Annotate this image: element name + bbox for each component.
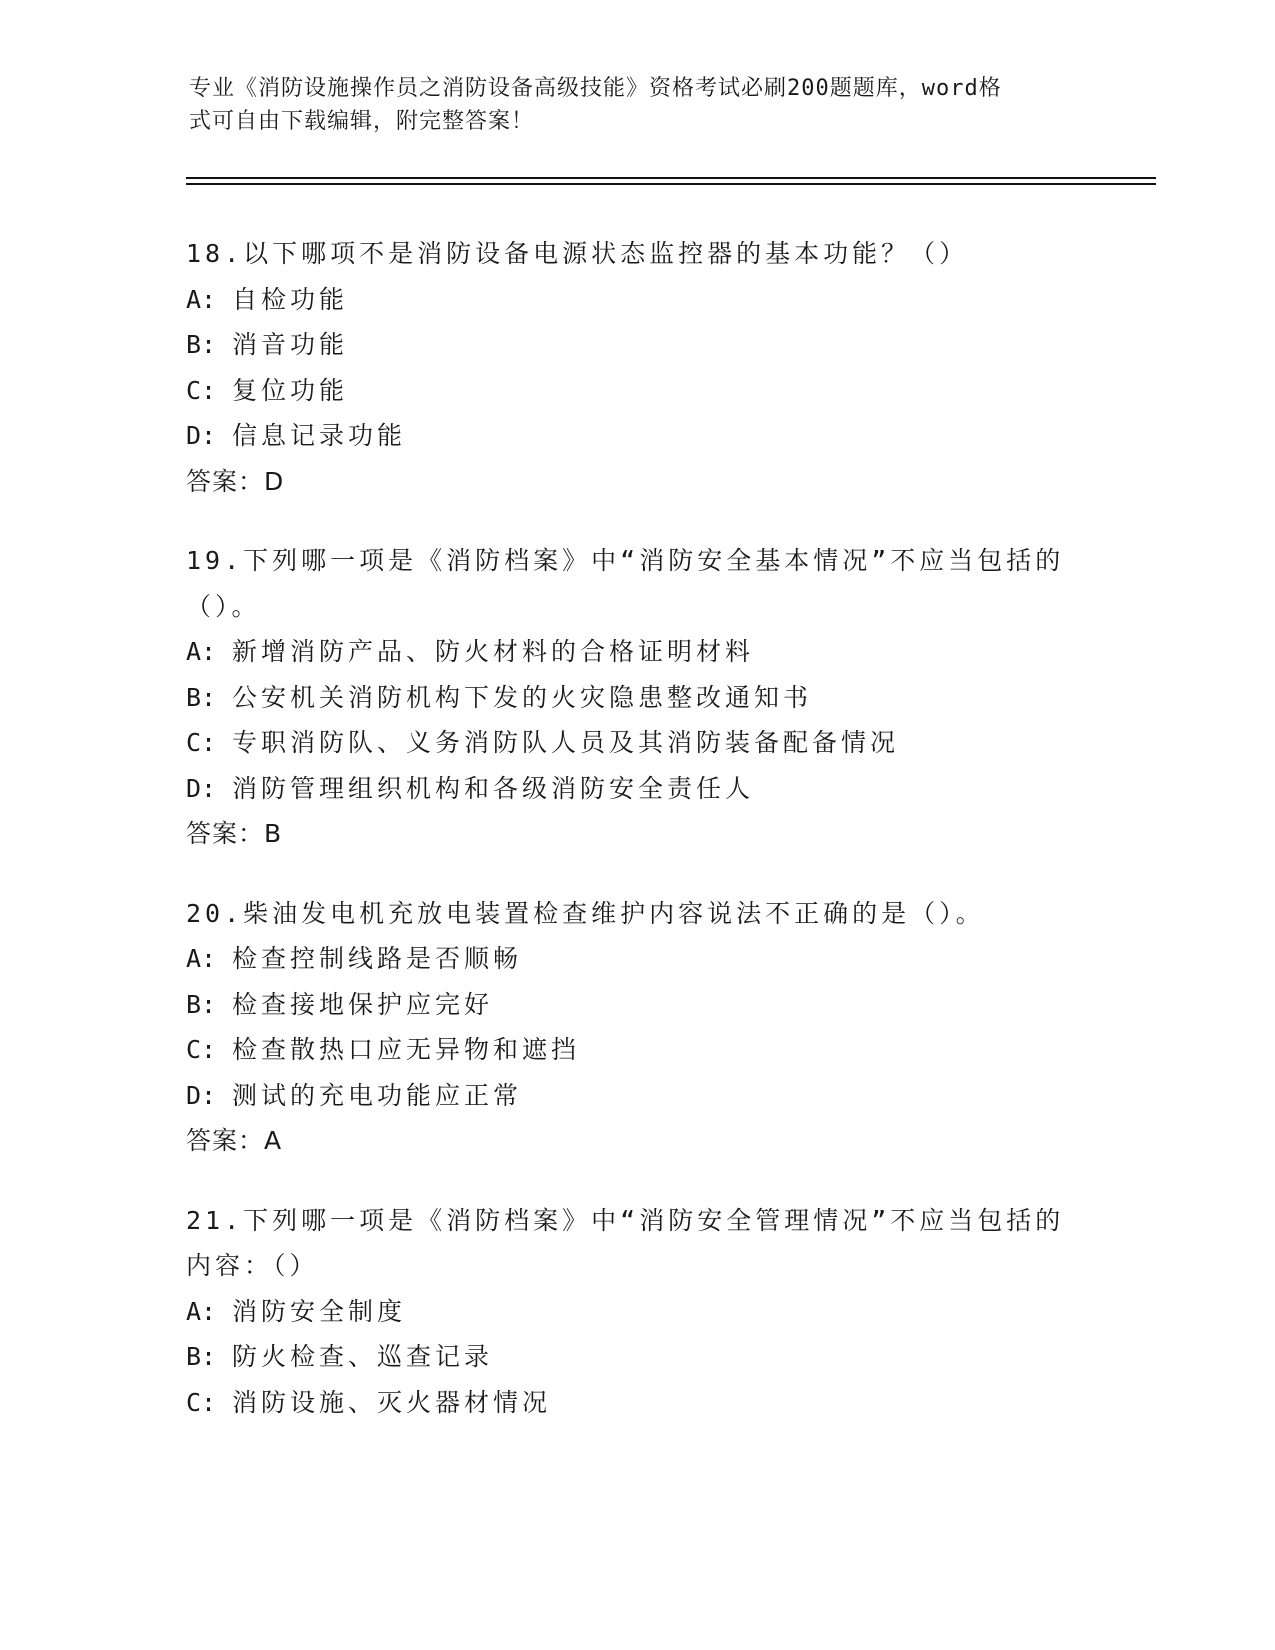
answer-option [186, 1073, 1086, 1119]
answer-option [186, 982, 1086, 1028]
answer-option [186, 936, 1086, 982]
answer-option [186, 322, 1086, 368]
option-key: D: [186, 1080, 217, 1110]
answer-option [186, 629, 1086, 675]
question-stem: 21.下列哪一项是《消防档案》中“消防安全管理情况”不应当包括的 [186, 1205, 1065, 1235]
option-text: 专职消防队、义务消防队人员及其消防装备配备情况 [232, 728, 900, 757]
question-stem: 20.柴油发电机充放电装置检查维护内容说法不正确的是（）。 [186, 898, 985, 928]
answer-option [186, 766, 1086, 812]
answer-key: 答案：A [186, 1126, 283, 1155]
header-divider-bottom [186, 183, 1156, 185]
question-block [186, 538, 1086, 857]
option-key: C: [186, 375, 217, 405]
option-text: 自检功能 [232, 284, 349, 314]
answer-option [186, 1334, 1086, 1380]
option-text: 检查接地保护应完好 [232, 989, 494, 1019]
question-block [186, 231, 1086, 504]
question-list [186, 231, 1086, 1459]
option-text: 信息记录功能 [232, 421, 407, 450]
option-key: D: [186, 773, 217, 803]
header-divider-top [186, 177, 1156, 179]
option-key: A: [186, 944, 217, 973]
answer-key: 答案：D [186, 466, 285, 496]
option-text: 检查控制线路是否顺畅 [232, 944, 523, 973]
answer-option [186, 1289, 1086, 1335]
option-key: B: [186, 989, 217, 1019]
document-header [189, 72, 1069, 138]
answer-option [186, 1027, 1086, 1073]
option-text: 新增消防产品、防火材料的合格证明材料 [232, 637, 755, 666]
option-text: 测试的充电功能应正常 [232, 1080, 523, 1110]
header-line-1: 专业《消防设施操作员之消防设备高级技能》资格考试必刷200题题库，word格 [189, 76, 1002, 101]
answer-option [186, 675, 1086, 721]
answer-option [186, 720, 1086, 766]
option-key: D: [186, 421, 217, 450]
answer-key: 答案：B [186, 819, 283, 848]
question-stem-continued: （）。 [186, 591, 261, 621]
question-block [186, 891, 1086, 1164]
option-text: 复位功能 [232, 375, 349, 405]
question-stem: 19.下列哪一项是《消防档案》中“消防安全基本情况”不应当包括的 [186, 546, 1065, 575]
option-key: B: [186, 1342, 217, 1371]
option-text: 防火检查、巡查记录 [232, 1342, 494, 1371]
option-key: A: [186, 1296, 217, 1326]
option-key: C: [186, 1035, 217, 1064]
option-key: A: [186, 637, 217, 666]
answer-option [186, 277, 1086, 323]
option-key: B: [186, 682, 217, 712]
option-key: B: [186, 330, 217, 359]
question-block [186, 1198, 1086, 1426]
option-text: 消防安全制度 [232, 1296, 407, 1326]
option-key: C: [186, 728, 217, 757]
option-text: 公安机关消防机构下发的火灾隐患整改通知书 [232, 682, 813, 712]
option-text: 消防设施、灭火器材情况 [232, 1387, 552, 1417]
option-key: A: [186, 284, 217, 314]
option-text: 消音功能 [232, 330, 349, 359]
option-text: 消防管理组织机构和各级消防安全责任人 [232, 773, 755, 803]
question-stem-continued: 内容：（） [186, 1251, 319, 1280]
option-key: C: [186, 1387, 217, 1417]
option-text: 检查散热口应无异物和遮挡 [232, 1035, 581, 1064]
answer-option [186, 413, 1086, 459]
header-line-2: 式可自由下载编辑，附完整答案！ [189, 109, 535, 134]
answer-option [186, 1380, 1086, 1426]
answer-option [186, 368, 1086, 414]
question-stem: 18.以下哪项不是消防设备电源状态监控器的基本功能？（） [186, 239, 969, 268]
